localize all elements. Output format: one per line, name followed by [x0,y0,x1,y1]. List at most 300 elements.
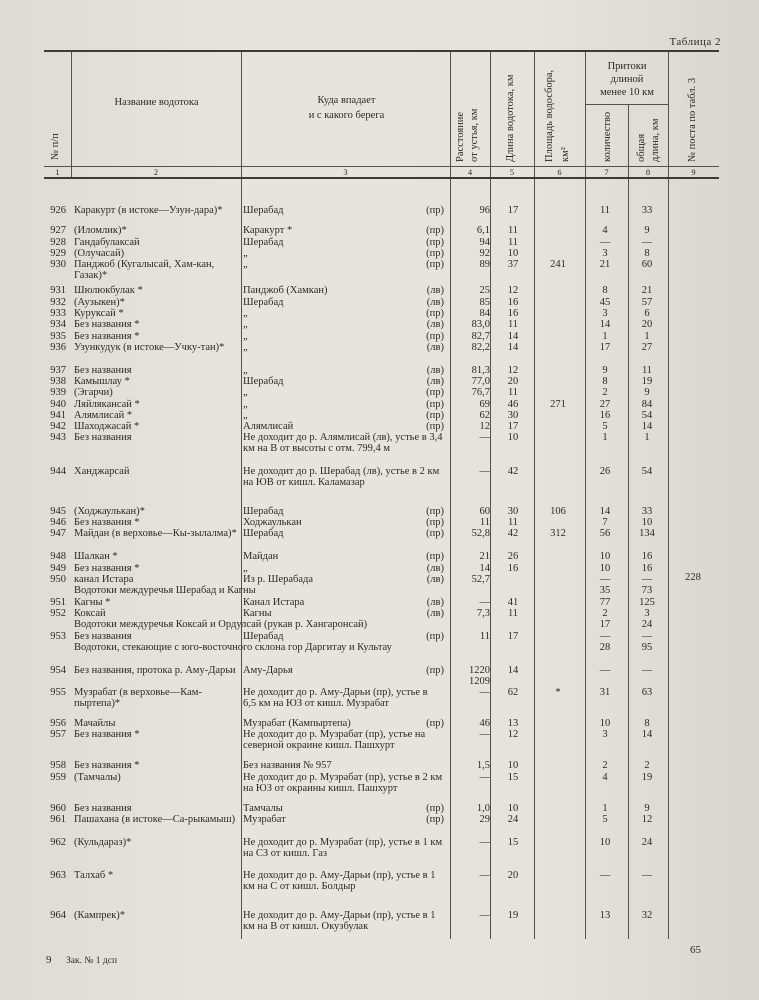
cell-to: Канал Истара [243,597,305,608]
header-col-total-2: длина, км [650,118,661,162]
cell-d4: — [479,466,490,477]
cell-d4: 14 [479,563,490,574]
cell-d5: 13 [507,718,519,729]
cell-to: „ [243,319,248,330]
col-number: 8 [645,167,651,177]
cell-d5: 20 [507,376,519,387]
cell-name: Без названия * [74,331,140,342]
cell-d8: 63 [641,687,653,698]
cell-d7: 56 [599,528,611,539]
cell-name: (Эгарчи) [74,387,113,398]
cell-name: Водотоки, стекающие с юго-восточного склона гор Даргитау и Культау [74,642,392,653]
cell-no: 945 [50,506,66,517]
cell-no: 933 [50,308,66,319]
cell-side: (лв) [426,597,444,608]
cell-d5: 11 [507,608,519,619]
cell-d4: 82,7 [471,331,490,342]
cell-d5: 11 [507,387,519,398]
header-col-trib-1: Притоки [607,61,647,72]
cell-side: (пр) [426,387,444,398]
cell-d7: 4 [602,772,608,783]
cell-d7: 17 [599,619,611,630]
cell-d8: 20 [641,319,653,330]
cell-to: Шерабад [243,237,284,248]
footer-sheet-number: 9 [46,954,52,966]
cell-name: Без названия * [74,319,140,330]
cell-name: (Кампрек)* [74,910,126,921]
cell-name: Без названия [74,631,132,642]
cell-d7: 8 [602,285,608,296]
cell-d8: — [641,870,653,881]
cell-d8: 2 [644,760,650,771]
cell-d7: 14 [599,506,611,517]
cell-d8: 1 [644,331,650,342]
cell-d7: 16 [599,410,611,421]
cell-d4: 6,1 [476,225,490,236]
cell-d5: 24 [507,814,519,825]
post-number: 228 [685,572,701,583]
cell-name: (Тамчалы) [74,772,121,783]
cell-to: Из р. Шерабада [243,574,314,585]
cell-d4: 92 [479,248,490,259]
cell-d8: 21 [641,285,653,296]
cell-to: „ [243,563,248,574]
cell-name: Шаходжасай * [74,421,140,432]
cell-d7: 2 [602,387,608,398]
cell-d5: 41 [507,597,519,608]
cell-to: Алямлисай [243,421,294,432]
cell-name: канал Истара [74,574,134,585]
cell-d4: — [479,687,490,698]
cell-d8: 33 [641,506,653,517]
cell-d8: 16 [641,563,653,574]
cell-name: Водотоки междуречья Шерабад и Кагны [74,585,256,596]
cell-no: 952 [50,608,66,619]
cell-to: Не доходит до р. Алямлисай (лв), устье в 3,4 км на В от высоты с отм. 799,4 м [243,432,443,454]
cell-to: Шерабад [243,205,284,216]
cell-side: (пр) [426,631,444,642]
cell-name: Талхаб * [74,870,114,881]
cell-name: Без названия, протока р. Аму-Дарьи [74,665,236,676]
cell-d4: 89 [479,259,490,270]
cell-d7: 1 [602,331,608,342]
cell-to: Тамчалы [243,803,283,814]
footer-order: Зак. № 1 дсп [66,956,118,966]
cell-d8: 84 [641,399,653,410]
cell-side: (пр) [426,528,444,539]
cell-name: Майдан (в верховье—Кы-зылалма)* [74,528,237,539]
cell-d7: 13 [599,910,611,921]
cell-d5: 30 [507,410,519,421]
header-col-area-1: Площадь водосбора, [544,69,555,162]
cell-name: Ханджарсай [74,466,130,477]
cell-no: 934 [50,319,66,330]
cell-d5: 16 [507,308,519,319]
cell-d4: — [479,597,490,608]
cell-name: Узункудук (в истоке—Учку-тан)* [74,342,225,353]
col-number: 7 [604,167,609,177]
cell-no: 961 [50,814,66,825]
header-col-to-2: и с какого берега [308,110,385,121]
cell-d8: — [641,574,653,585]
cell-no: 940 [50,399,66,410]
cell-to: Не доходит до р. Аму-Дарьи (пр), устье в 1 км на В от кишл. Окузбулак [243,910,436,932]
cell-d4: — [479,432,490,443]
cell-to: Не доходит до р. Музрабат (пр), устье в 2 км на ЮЗ от окраины кишл. Пашхурт [243,772,443,794]
cell-d4: — [479,870,490,881]
cell-d7: — [599,870,611,881]
cell-name: Каракурт (в истоке—Узун-дара)* [74,205,223,216]
cell-no: 935 [50,331,66,342]
page-number: 65 [690,944,701,956]
cell-to: Шерабад [243,528,284,539]
cell-d7: 9 [602,365,608,376]
cell-d4: 96 [479,205,490,216]
cell-d8: 3 [644,608,650,619]
cell-no: 960 [50,803,66,814]
cell-name: Пашахана (в истоке—Са-рыкамыш) [74,814,236,825]
cell-d6: 106 [550,506,566,517]
cell-d5: 11 [507,319,519,330]
cell-d4: 11 [479,517,490,528]
cell-no: 949 [50,563,66,574]
cell-name: Мачайлы [74,718,116,729]
col-number: 1 [55,167,60,177]
cell-d8: 95 [641,642,653,653]
cell-no: 939 [50,387,66,398]
cell-side: (пр) [426,225,444,236]
cell-d7: 5 [602,421,608,432]
cell-d4: 77,0 [471,376,490,387]
cell-no: 932 [50,297,66,308]
cell-d4: 84 [479,308,490,319]
cell-d5: 11 [507,237,519,248]
cell-d4: 1220 1209 [469,665,490,687]
cell-d8: 33 [641,205,653,216]
cell-d5: 30 [507,506,519,517]
cell-no: 946 [50,517,66,528]
cell-d4: — [479,729,490,740]
cell-no: 951 [50,597,66,608]
cell-d8: 10 [641,517,653,528]
cell-d4: 85 [479,297,490,308]
cell-d8: 8 [644,718,650,729]
cell-side: (пр) [426,308,444,319]
cell-d4: 52,7 [471,574,490,585]
cell-name: Алямлисай * [74,410,133,421]
col-divider [668,179,669,939]
cell-d5: 14 [507,342,519,353]
cell-to: „ [243,410,248,421]
cell-to: „ [243,387,248,398]
cell-d5: 19 [507,910,519,921]
cell-d5: 62 [507,687,519,698]
header-col-name: Название водотока [114,97,199,108]
cell-no: 937 [50,365,66,376]
cell-d4: 25 [479,285,490,296]
header-col-trib-3: менее 10 км [600,87,654,98]
cell-name: (Иломлик)* [74,225,127,236]
cell-d8: 14 [641,421,653,432]
cell-name: Панджоб (Кугалысай, Хам-кан, Газак)* [74,259,215,281]
cell-no: 928 [50,237,66,248]
header-col-trib-2: длиной [610,74,644,85]
cell-d5: 10 [507,432,519,443]
cell-side: (пр) [426,803,444,814]
header-col-dist-2: от устья, км [469,108,480,162]
cell-d7: 45 [599,297,611,308]
cell-side: (пр) [426,259,444,270]
cell-d6: 312 [550,528,566,539]
col-number: 6 [557,167,562,177]
cell-d4: — [479,772,490,783]
cell-d8: 9 [644,225,650,236]
cell-d5: 10 [507,760,519,771]
cell-d7: 10 [599,551,611,562]
cell-name: Куруксай * [74,308,124,319]
cell-d7: 17 [599,342,611,353]
cell-d5: 14 [507,665,519,676]
cell-d7: 1 [602,803,608,814]
cell-to: „ [243,308,248,319]
cell-d5: 17 [507,631,519,642]
cell-no: 957 [50,729,66,740]
cell-name: Ляйлякансай * [74,399,140,410]
cell-name: Без названия [74,803,132,814]
cell-name: Без названия [74,432,132,443]
col-number: 5 [509,167,515,177]
cell-side: (пр) [426,248,444,259]
cell-d4: 94 [479,237,490,248]
col-divider [490,179,491,939]
cell-d8: 8 [644,248,650,259]
cell-d6: 271 [550,399,566,410]
cell-d6: * [555,687,561,698]
cell-side: (пр) [426,410,444,421]
cell-to: Шерабад [243,376,284,387]
cell-to: Майдан [243,551,279,562]
cell-no: 954 [50,665,66,676]
cell-d7: 14 [599,319,611,330]
cell-d7: 10 [599,837,611,848]
col-number: 4 [467,167,473,177]
cell-d5: 42 [507,466,519,477]
cell-d7: 26 [599,466,611,477]
cell-no: 930 [50,259,66,270]
header-col-dist-1: Расстояние [455,111,466,162]
cell-no: 947 [50,528,66,539]
header-col-len: Длина водотока, км [505,74,516,162]
cell-d7: 35 [599,585,611,596]
cell-d5: 26 [507,551,519,562]
cell-name: Водотоки междуречья Коксай и Ордулсай (рукав р. Хангаронсай) [74,619,368,630]
cell-name: (Ходжаулькан)* [74,506,145,517]
cell-side: (лв) [426,365,444,376]
cell-d4: 60 [479,506,490,517]
cell-d7: — [599,665,611,676]
cell-to: „ [243,399,248,410]
cell-d5: 16 [507,297,519,308]
cell-d4: 46 [479,718,490,729]
cell-d8: 24 [641,619,653,630]
cell-to: Не доходит до р. Музрабат (пр), устье в 1 км на СЗ от кишл. Газ [243,837,443,859]
cell-d8: 19 [641,772,653,783]
cell-d8: 54 [641,410,653,421]
cell-d5: 11 [507,225,519,236]
cell-d4: 11 [479,631,490,642]
cell-d5: 12 [507,729,519,740]
table-header [44,52,719,177]
cell-no: 929 [50,248,66,259]
cell-no: 962 [50,837,66,848]
cell-to: „ [243,331,248,342]
cell-to: „ [243,248,248,259]
cell-d4: 82,2 [471,342,490,353]
col-divider [241,179,242,939]
cell-to: „ [243,365,248,376]
col-divider [585,179,586,939]
cell-no: 943 [50,432,66,443]
cell-d5: 12 [507,365,519,376]
cell-to: Музрабат [243,814,286,825]
cell-d4: 12 [479,421,490,432]
cell-d5: 17 [507,421,519,432]
cell-no: 964 [50,910,66,921]
cell-d5: 15 [507,772,519,783]
cell-name: (Аузыкен)* [74,297,125,308]
cell-d5: 42 [507,528,519,539]
cell-d5: 17 [507,205,519,216]
cell-d5: 10 [507,803,519,814]
cell-side: (пр) [426,506,444,517]
cell-no: 926 [50,205,66,216]
cell-d8: 24 [641,837,653,848]
cell-d4: 81,3 [471,365,490,376]
cell-d7: 77 [599,597,611,608]
cell-to: „ [243,259,248,270]
cell-name: (Кульдараз)* [74,837,132,848]
cell-to: „ [243,342,248,353]
cell-d4: 69 [479,399,490,410]
cell-d8: 134 [639,528,655,539]
cell-name: Музрабат (в верховье—Кам-пыртепа)* [74,687,202,709]
header-col-post: № поста по табл. 3 [687,77,698,162]
cell-d5: 11 [507,517,519,528]
cell-no: 958 [50,760,66,771]
cell-name: Без названия * [74,729,140,740]
cell-d5: 15 [507,837,519,848]
cell-d7: — [599,631,611,642]
cell-no: 942 [50,421,66,432]
cell-no: 944 [50,466,66,477]
cell-no: 938 [50,376,66,387]
cell-d4: 62 [479,410,490,421]
col-divider [534,179,535,939]
cell-to: Без названия № 957 [243,760,332,771]
cell-side: (пр) [426,205,444,216]
cell-d5: 20 [507,870,519,881]
cell-name: Без названия * [74,563,140,574]
cell-d5: 14 [507,331,519,342]
cell-side: (пр) [426,551,444,562]
cell-side: (пр) [426,665,444,676]
cell-d8: 32 [641,910,653,921]
cell-d8: — [641,237,653,248]
cell-side: (пр) [426,421,444,432]
cell-to: Каракурт * [243,225,293,236]
cell-d8: 125 [639,597,655,608]
header-col-total-1: общая [636,133,647,162]
cell-name: Кагны * [74,597,111,608]
cell-no: 941 [50,410,66,421]
cell-d7: 10 [599,718,611,729]
cell-side: (лв) [426,342,444,353]
cell-side: (пр) [426,237,444,248]
table-title: Таблица 2 [669,36,721,48]
cell-d7: — [599,574,611,585]
cell-d5: 12 [507,285,519,296]
cell-no: 927 [50,225,66,236]
cell-side: (пр) [426,814,444,825]
cell-to: Ходжаулькан [243,517,302,528]
cell-d7: — [599,237,611,248]
cell-d8: 54 [641,466,653,477]
cell-d7: 3 [602,248,608,259]
cell-d8: 11 [641,365,653,376]
header-col-count: количество [602,111,613,162]
cell-d7: 2 [602,760,608,771]
cell-d7: 2 [602,608,608,619]
cell-no: 955 [50,687,66,698]
cell-side: (лв) [426,376,444,387]
cell-d7: 31 [599,687,611,698]
cell-side: (пр) [426,399,444,410]
cell-name: Без названия * [74,760,140,771]
cell-d8: 60 [641,259,653,270]
cell-name: Без названия * [74,517,140,528]
cell-d4: — [479,910,490,921]
header-col-no: № п/п [50,133,61,160]
cell-d4: 76,7 [471,387,490,398]
cell-d7: 28 [599,642,611,653]
col-number: 9 [691,167,696,177]
cell-d8: 12 [641,814,653,825]
cell-to: Не доходит до р. Музрабат (пр), устье на северной окраине кишл. Пашхурт [243,729,426,751]
cell-d8: 14 [641,729,653,740]
cell-d5: 10 [507,248,519,259]
cell-d4: 83,0 [471,319,490,330]
cell-d8: — [641,665,653,676]
cell-to: Кагны [243,608,272,619]
cell-to: Не доходит до р. Аму-Дарьи (пр), устье в 1 км на С от кишл. Болдыр [243,870,436,892]
cell-d8: 27 [641,342,653,353]
header-col-area-2: км² [560,147,571,162]
cell-name: Коксай [74,608,106,619]
cell-d8: 9 [644,803,650,814]
cell-name: (Олучасай) [74,248,125,259]
cell-d4: — [479,837,490,848]
cell-d4: 1,0 [476,803,490,814]
cell-d7: 5 [602,814,608,825]
cell-side: (пр) [426,718,444,729]
cell-to: Шерабад [243,506,284,517]
cell-to: Шерабад [243,297,284,308]
cell-side: (лв) [426,285,444,296]
cell-no: 948 [50,551,66,562]
cell-no: 956 [50,718,66,729]
cell-d8: 16 [641,551,653,562]
cell-d4: 52,8 [471,528,490,539]
